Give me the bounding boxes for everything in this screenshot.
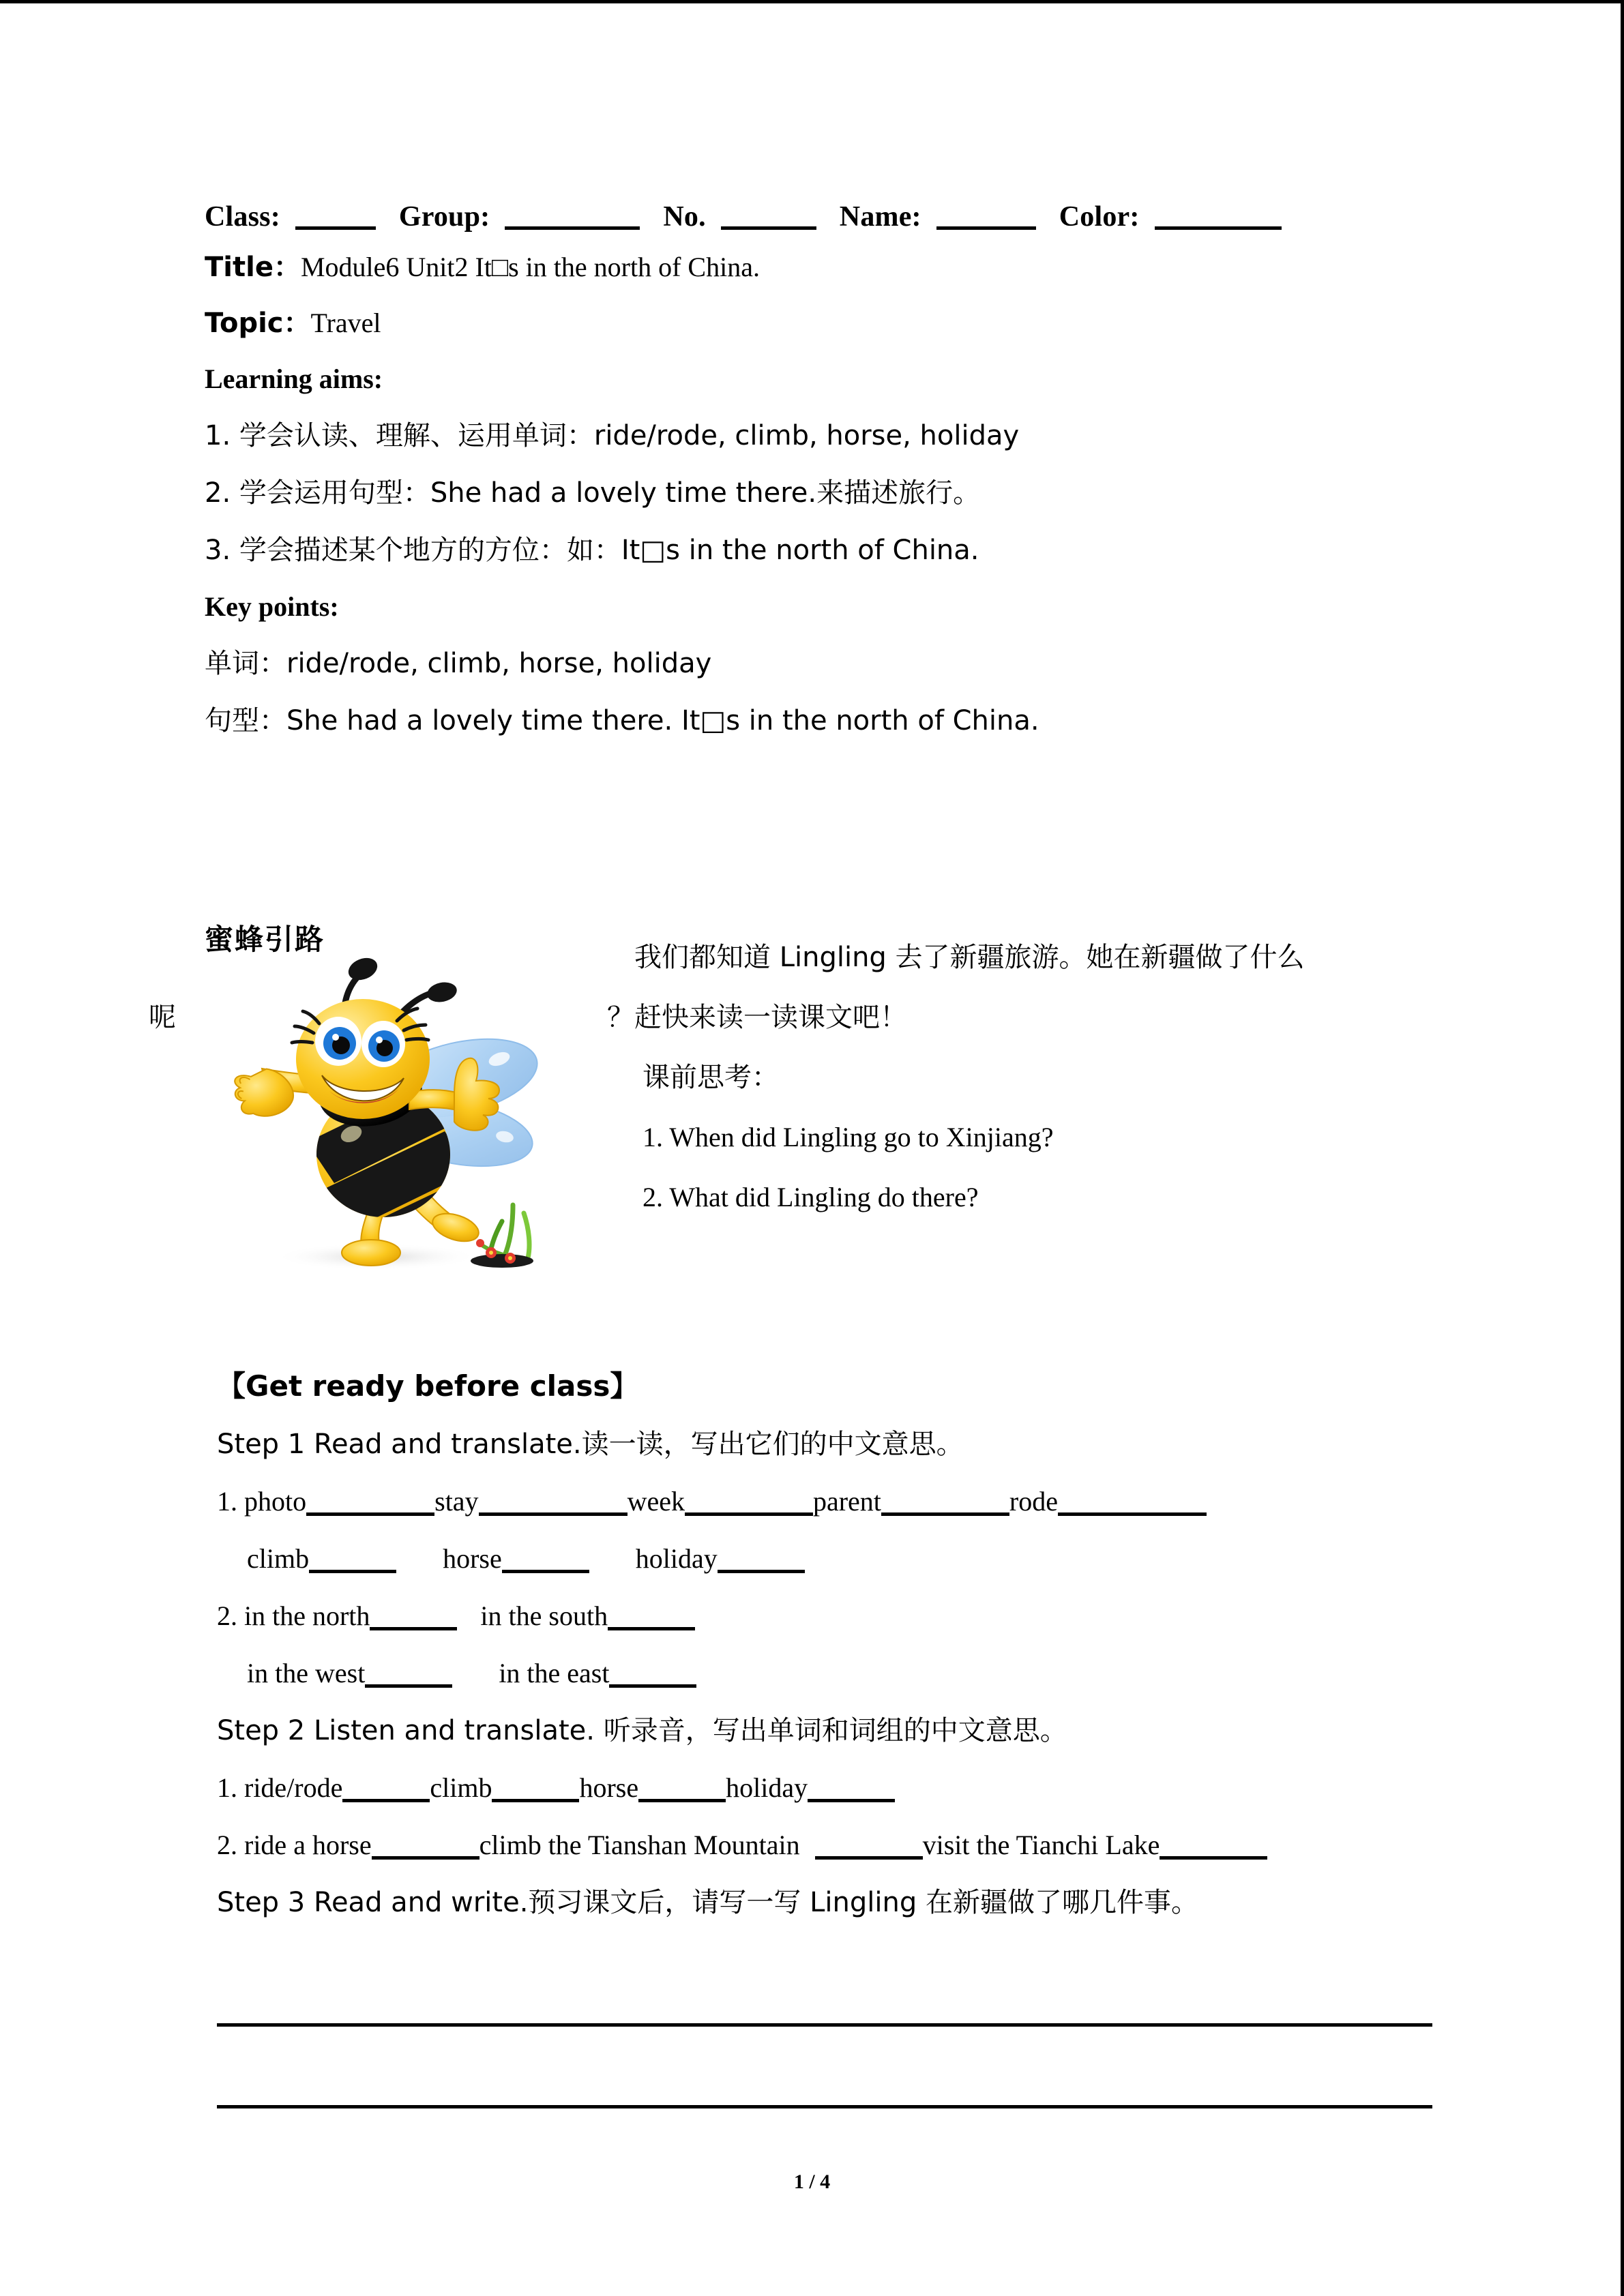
grass-tuft: [471, 1205, 533, 1268]
bee-illustration: [205, 938, 559, 1279]
step1-instruction: Step 1 Read and translate.读一读，写出它们的中文意思。: [217, 1429, 964, 1460]
group-blank[interactable]: [505, 226, 640, 230]
phrase-in-the-east: in the east: [499, 1658, 610, 1688]
answer-blank[interactable]: [881, 1512, 1009, 1516]
answer-blank[interactable]: [306, 1512, 434, 1516]
key-points-pattern: 句型：She had a lovely time there. It□s in the north of China.: [205, 705, 1039, 736]
word-rode: rode: [1009, 1486, 1058, 1517]
answer-blank[interactable]: [365, 1684, 452, 1688]
key-points-heading: Key points:: [205, 591, 339, 622]
answer-blank[interactable]: [502, 1570, 589, 1573]
step2-row-words: [217, 1759, 1445, 1817]
title-value: Module6 Unit2 It□s in the north of China.: [300, 252, 760, 282]
step3-instruction: Step 3 Read and write.预习课文后，请写一写 Lingling 在新疆做了哪几件事。: [217, 1887, 1198, 1918]
name-blank[interactable]: [936, 226, 1036, 230]
title-label: Title：: [205, 252, 301, 283]
word-stay: stay: [434, 1486, 479, 1517]
answer-blank[interactable]: [638, 1799, 726, 1802]
word-week: week: [627, 1486, 685, 1517]
stray-character: 呢: [149, 1002, 176, 1033]
learning-aim-item: 3. 学会描述某个地方的方位：如：It□s in the north of China.: [205, 535, 979, 566]
page-number: 1 / 4: [793, 2171, 831, 2193]
answer-blank[interactable]: [342, 1799, 430, 1802]
step1-row-words-2: [217, 1530, 1445, 1587]
answer-blank[interactable]: [309, 1570, 396, 1573]
phrase-climb-tianshan: climb the Tianshan Mountain: [479, 1830, 800, 1860]
group-label: Group:: [398, 201, 490, 233]
no-label: No.: [663, 201, 706, 233]
phrase-ride-a-horse: 2. ride a horse: [217, 1830, 372, 1860]
word-horse: horse: [443, 1543, 502, 1574]
class-label: Class:: [205, 201, 280, 233]
bee-prompt: 课前思考：: [643, 1062, 779, 1093]
answer-blank[interactable]: [718, 1570, 805, 1573]
answer-blank[interactable]: [609, 1684, 696, 1688]
topic-value: Travel: [310, 308, 381, 338]
answer-blank[interactable]: [685, 1512, 813, 1516]
step1-row-directions-2: [217, 1645, 1445, 1702]
bee-question: 1. When did Lingling go to Xinjiang?: [643, 1122, 1054, 1152]
answer-blank[interactable]: [1160, 1856, 1267, 1860]
bee-illustration-svg: [205, 938, 559, 1279]
learning-aim-item: 1. 学会认读、理解、运用单词：ride/rode, climb, horse, holiday: [205, 420, 1020, 451]
lesson-title-row: [205, 239, 1426, 295]
topic-row: [205, 295, 1426, 351]
get-ready-section: [217, 1357, 1445, 1931]
answer-blank[interactable]: [608, 1627, 695, 1630]
get-ready-title: 【Get ready before class】: [217, 1369, 639, 1403]
answer-blank[interactable]: [808, 1799, 895, 1802]
answer-line[interactable]: [217, 2023, 1432, 2027]
word-holiday: holiday: [635, 1543, 718, 1574]
step2-instruction: Step 2 Listen and translate. 听录音，写出单词和词组的中文意思。: [217, 1715, 1067, 1746]
page-footer: [0, 2171, 1624, 2194]
key-points-words: 单词：ride/rode, climb, horse, holiday: [205, 648, 712, 679]
bee-intro-line-2: ？赶快来读一读课文吧！: [607, 1002, 907, 1033]
step1-row-directions-1: [217, 1587, 1445, 1645]
word-climb: climb: [430, 1772, 492, 1803]
learning-aims-heading: Learning aims:: [205, 363, 383, 394]
step2-row-phrases: [217, 1817, 1445, 1874]
answer-blank[interactable]: [1058, 1512, 1207, 1516]
word-parent: parent: [812, 1486, 881, 1517]
phrase-visit-tianchi: visit the Tianchi Lake: [922, 1830, 1160, 1860]
answer-blank[interactable]: [479, 1512, 628, 1516]
color-blank[interactable]: [1155, 226, 1282, 230]
phrase-in-the-west: in the west: [247, 1658, 366, 1688]
student-identification-row: [205, 194, 1426, 239]
document-body: [205, 194, 1426, 749]
answer-blank[interactable]: [370, 1627, 457, 1630]
answer-blank[interactable]: [372, 1856, 479, 1860]
phrase-in-the-south: in the south: [480, 1600, 608, 1631]
answer-blank[interactable]: [492, 1799, 579, 1802]
word-horse: horse: [579, 1772, 639, 1803]
learning-aim-item: 2. 学会运用句型：She had a lovely time there.来描述旅行。: [205, 477, 981, 509]
topic-label: Topic：: [205, 308, 311, 339]
word-holiday: holiday: [726, 1772, 808, 1803]
name-label: Name:: [839, 201, 921, 233]
word-climb: climb: [247, 1543, 310, 1574]
class-blank[interactable]: [295, 226, 376, 230]
answer-blank[interactable]: [815, 1856, 923, 1860]
bee-intro-text: [607, 927, 1439, 1227]
bee-intro-line-1: 我们都知道 Lingling 去了新疆旅游。她在新疆做了什么: [634, 942, 1305, 973]
no-blank[interactable]: [721, 226, 816, 230]
step1-row-words-1: [217, 1473, 1445, 1530]
color-label: Color:: [1059, 201, 1140, 233]
word-ride-rode: 1. ride/rode: [217, 1772, 343, 1803]
answer-line[interactable]: [217, 2105, 1432, 2108]
bee-section-heading: 蜜蜂引路: [205, 923, 325, 956]
bee-question: 2. What did Lingling do there?: [643, 1182, 979, 1212]
word-photo: 1. photo: [217, 1486, 307, 1517]
phrase-in-the-north: 2. in the north: [217, 1600, 370, 1631]
